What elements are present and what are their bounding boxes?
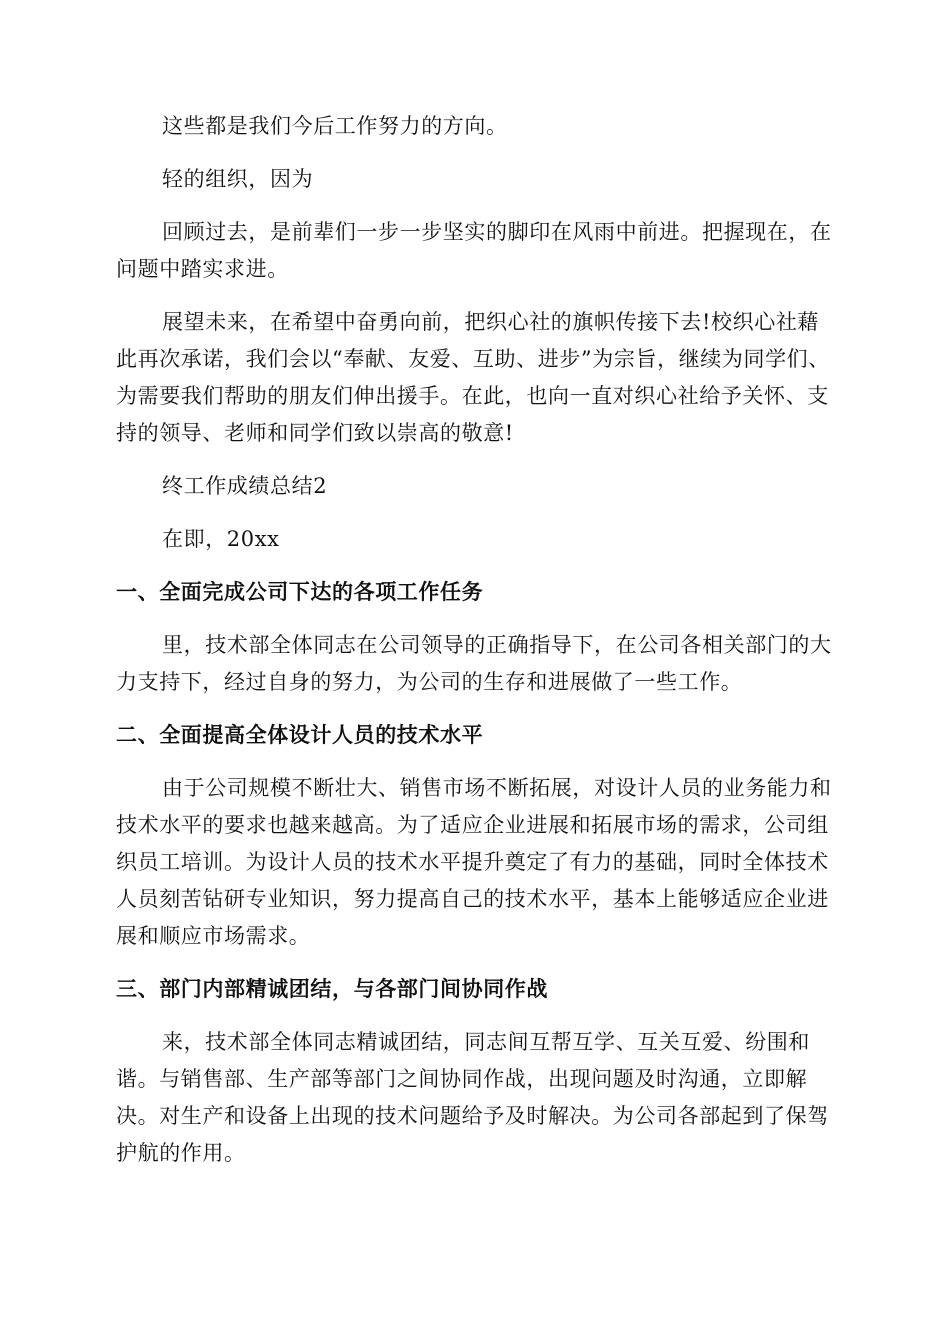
paragraph-year: 在即，20xx [162,527,280,551]
section-heading-2: 二、全面提高全体设计人员的技术水平 [116,723,484,747]
paragraph-section-3: 来，技术部全体同志精诚团结，同志间互帮互学、互关互爱、纷围和谐。与销售部、生产部等部门之间协同作战，出现问题及时沟通，立即解决。对生产和设备上出现的技术问题给予及时解决。为公司各部起到了保驾护航的作用。 [116,1030,829,1165]
document-body [116,108,836,1188]
paragraph-section-2: 由于公司规模不断壮大、销售市场不断拓展，对设计人员的业务能力和技术水平的要求也越来越高。为了适应企业进展和拓展市场的需求，公司组织员工培训。为设计人员的技术水平提升奠定了有力的基础，同时全体技术人员刻苦钻研专业知识，努力提高自己的技术水平，基本上能够适应企业进展和顺应市场需求。 [116,776,832,948]
section-heading-1: 一、全面完成公司下达的各项工作任务 [116,580,484,604]
paragraph-section-1: 里，技术部全体同志在公司领导的正确指导下，在公司各相关部门的大力支持下，经过自身的努力，为公司的生存和进展做了一些工作。 [116,633,832,694]
paragraph-review-past: 回顾过去，是前辈们一步一步坚实的脚印在风雨中前进。把握现在，在问题中踏实求进。 [116,220,832,281]
paragraph-direction: 这些都是我们今后工作努力的方向。 [162,114,508,138]
paragraph-outlook: 展望未来，在希望中奋勇向前，把织心社的旗帜传接下去!校织心社藉此再次承诺，我们会以“奉献、友爱、互助、进步”为宗旨，继续为同学们、为需要我们帮助的朋友们伸出援手。在此，也向一直对织心社给予关怀、支持的领导、老师和同学们致以崇高的敬意! [116,310,830,445]
paragraph-organization: 轻的组织，因为 [162,167,314,191]
section-heading-3: 三、部门内部精诚团结，与各部门间协同作战 [116,977,548,1001]
paragraph-summary-title: 终工作成绩总结2 [162,474,328,498]
